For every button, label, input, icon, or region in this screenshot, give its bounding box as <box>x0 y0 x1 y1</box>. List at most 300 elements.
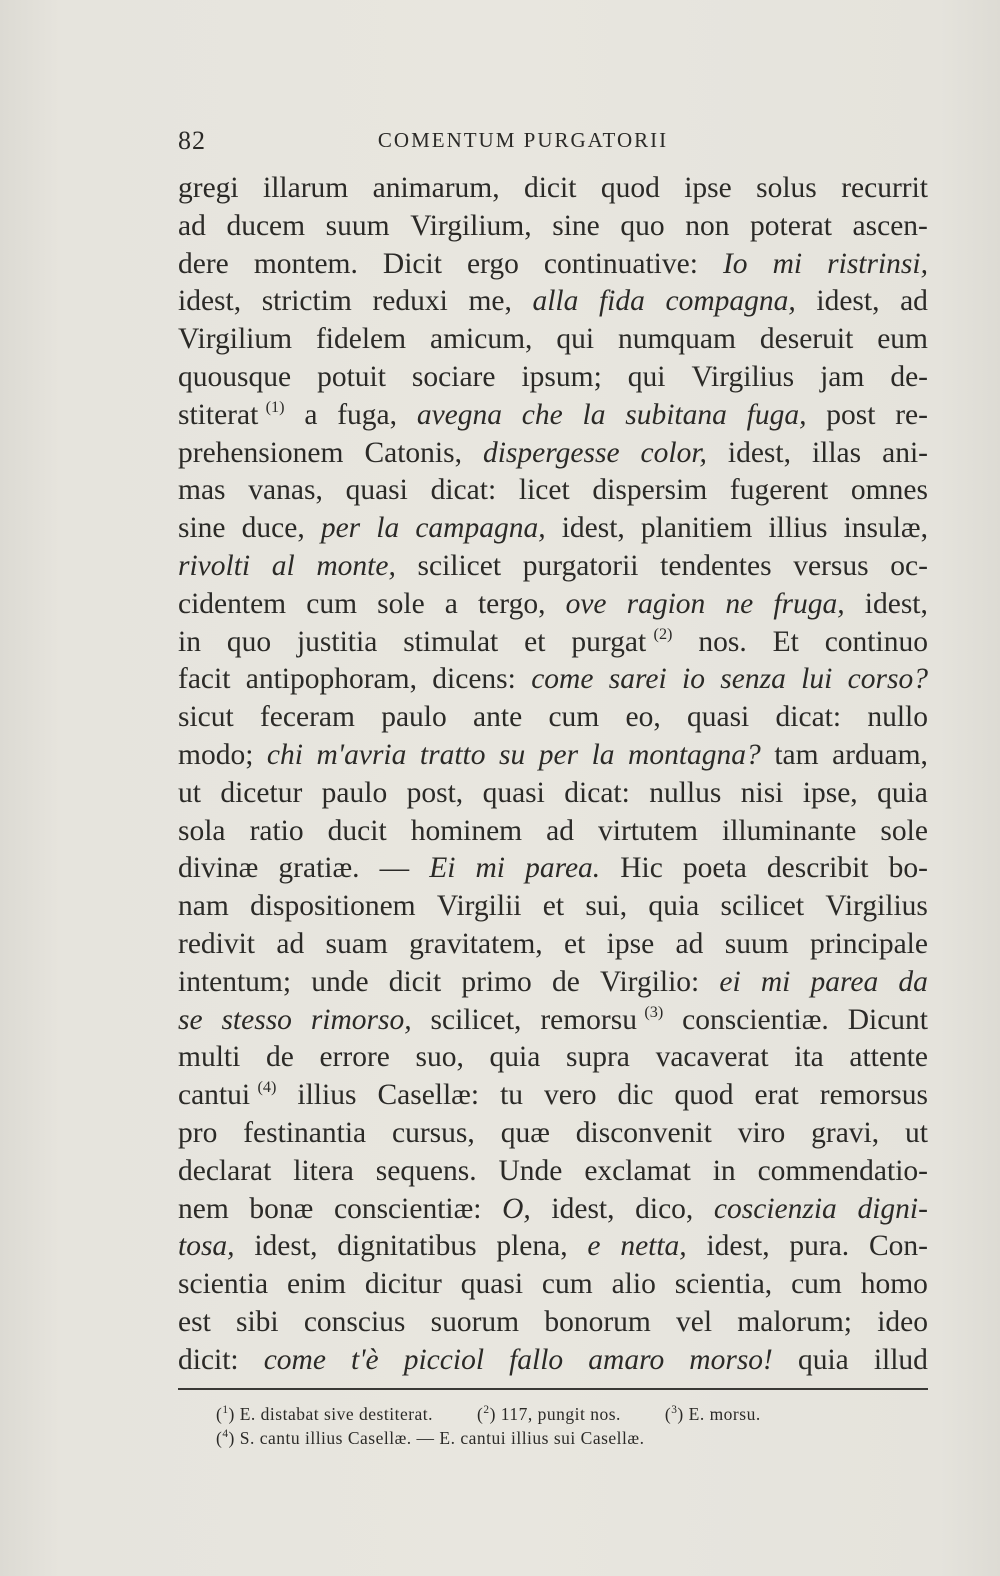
word <box>383 246 442 284</box>
word-text: attente <box>849 1041 928 1074</box>
word-text: conscientiæ: <box>333 1192 482 1225</box>
word <box>812 435 861 473</box>
dante-quote-word <box>417 397 502 435</box>
dante-quote-word <box>483 435 620 473</box>
word-text: quasi <box>686 701 750 734</box>
word <box>562 510 625 548</box>
footnote-mark: 4 <box>222 1428 229 1440</box>
word <box>905 1115 928 1153</box>
word-text: quo <box>226 625 272 658</box>
word <box>403 624 498 662</box>
word-text: primo <box>461 965 532 998</box>
dante-quote-word <box>583 397 606 435</box>
word <box>260 699 355 737</box>
word <box>490 1039 541 1077</box>
footnote-line <box>216 1422 916 1446</box>
word-text: purgat <box>571 625 647 658</box>
text-line <box>178 850 928 888</box>
word-text: sociare <box>411 360 496 393</box>
word <box>648 888 699 926</box>
word-text: lui <box>801 663 833 696</box>
word-text: gregi <box>178 172 239 204</box>
word-text: da <box>898 965 928 998</box>
word-text: dicit: <box>178 1343 239 1376</box>
word <box>773 624 799 662</box>
word-text: scilicet <box>417 549 502 582</box>
dante-quote-word <box>682 661 705 699</box>
text-line <box>178 964 928 1002</box>
word <box>767 850 869 888</box>
text-line <box>178 1002 928 1040</box>
text-line <box>178 397 928 435</box>
word-text: scilicet, <box>430 1003 522 1036</box>
word <box>478 586 545 624</box>
word-text: post <box>826 398 876 431</box>
dante-quote-word <box>351 1342 379 1380</box>
word <box>544 246 698 284</box>
word-text: nisi <box>740 776 784 809</box>
word <box>758 1153 928 1191</box>
dante-quote-word <box>420 737 486 775</box>
dante-quote-word <box>264 1342 326 1380</box>
word <box>675 1266 772 1304</box>
word-text: al <box>271 549 295 582</box>
text-line <box>178 321 928 359</box>
running-title: COMENTUM PURGATORII <box>377 128 669 152</box>
word-text: e <box>587 1230 601 1263</box>
word <box>276 926 304 964</box>
text-line <box>178 1228 928 1266</box>
word-text: compagna, <box>665 285 796 318</box>
word <box>803 775 858 813</box>
word <box>178 661 230 699</box>
word <box>407 775 464 813</box>
dante-quote-word <box>267 737 303 775</box>
word <box>794 1039 824 1077</box>
word-text: mas <box>178 474 226 507</box>
word <box>500 1077 523 1115</box>
word <box>544 1077 596 1115</box>
text-line <box>178 208 928 246</box>
word <box>316 321 406 359</box>
word-text: ipse <box>684 172 732 204</box>
word-text: virtutem <box>598 814 698 847</box>
word <box>226 208 305 246</box>
word <box>721 888 805 926</box>
word-text: cursus, <box>392 1116 475 1149</box>
word-text: chi <box>266 738 303 771</box>
word <box>178 775 201 813</box>
text-line <box>178 699 928 737</box>
text-line <box>178 1266 928 1304</box>
word <box>882 435 928 473</box>
word <box>319 1039 389 1077</box>
word <box>564 926 585 964</box>
word-text: ut <box>178 776 201 809</box>
word-text: Virgilii <box>436 890 522 923</box>
word-text: Casellæ: <box>377 1079 480 1112</box>
word <box>880 813 928 851</box>
word-text: fallo <box>509 1343 564 1376</box>
word <box>687 699 749 737</box>
dante-quote-word <box>531 661 593 699</box>
word-text: dicit <box>523 172 577 204</box>
dante-quote-word <box>522 397 563 435</box>
word-text: disconvenit <box>575 1116 712 1149</box>
word <box>841 170 928 208</box>
word-text: de <box>551 965 580 998</box>
word-text: campagna, <box>415 512 546 545</box>
word-text: idest, <box>254 1230 318 1263</box>
word-text: montem. <box>253 247 358 280</box>
word <box>311 964 368 1002</box>
word <box>317 359 386 397</box>
word <box>254 1228 317 1266</box>
word-text: Io <box>722 247 748 280</box>
dante-quote-word <box>316 737 406 775</box>
word <box>337 1228 476 1266</box>
word <box>431 1002 522 1040</box>
word-text: declarat <box>178 1154 272 1187</box>
word-text: nos. <box>698 625 747 658</box>
footnote-item: ($^2$) 117, pungit nos. <box>477 1403 621 1424</box>
footnote-text: E. distabat sive destiterat. <box>239 1403 434 1424</box>
dante-quote-word <box>499 737 525 775</box>
word-text: mi <box>760 965 791 998</box>
word <box>676 1304 712 1342</box>
word-text: coscienzia <box>713 1192 837 1225</box>
word-text: ita <box>794 1041 824 1074</box>
dante-quote-word <box>620 1228 686 1266</box>
word-text: gravitatem, <box>409 927 543 960</box>
word <box>431 472 497 510</box>
text-line <box>178 1342 928 1380</box>
word <box>372 283 447 321</box>
word-text: ipsum; <box>521 360 602 393</box>
word-text: unde <box>311 965 369 998</box>
page-header <box>178 126 928 158</box>
word <box>713 1153 736 1191</box>
word-text: arduam, <box>832 738 928 771</box>
word <box>178 624 201 662</box>
word <box>178 472 226 510</box>
word <box>774 737 818 775</box>
word-text: Hic <box>620 852 663 885</box>
word <box>741 775 784 813</box>
word-text: scientia, <box>674 1268 773 1301</box>
dante-quote-word <box>625 397 727 435</box>
word-text: principale <box>810 927 928 960</box>
dante-quote-word <box>178 1228 235 1266</box>
word-text: Unde <box>498 1154 563 1187</box>
word <box>326 926 388 964</box>
word-text: Virgilium, <box>410 209 532 242</box>
dante-quote-word <box>761 964 791 1002</box>
word-text: se <box>178 1003 203 1036</box>
word-text: ad <box>276 927 305 960</box>
word-text: cum <box>306 587 358 620</box>
word-text: eum <box>877 323 928 356</box>
word <box>861 1266 928 1304</box>
word-text: festinantia <box>243 1116 367 1149</box>
word <box>844 510 928 548</box>
word-text: post, <box>406 776 464 809</box>
word <box>825 624 928 662</box>
word <box>432 661 516 699</box>
word-text: licet <box>518 474 570 507</box>
word <box>236 1304 279 1342</box>
word-text: corso? <box>847 663 928 696</box>
word-text: poterat <box>750 209 832 242</box>
word-text: gratiæ. <box>278 852 360 885</box>
word <box>178 1115 217 1153</box>
word <box>437 888 522 926</box>
word <box>409 926 543 964</box>
word-text: la <box>376 512 400 545</box>
word-text: hominem <box>410 814 523 847</box>
text-line <box>178 1115 928 1153</box>
word-text: fruga, <box>773 587 845 620</box>
word-text: dispergesse <box>482 436 620 469</box>
text-line <box>178 170 928 208</box>
word-text: facit <box>178 663 231 696</box>
word-text: conscius <box>303 1305 406 1338</box>
word-text: gravi, <box>811 1116 880 1149</box>
word <box>755 1077 799 1115</box>
word <box>178 926 255 964</box>
word-text: Virgilio: <box>599 965 700 998</box>
word-text: dere <box>178 247 229 280</box>
word-text: Dicunt <box>847 1003 928 1036</box>
word-text: t'è <box>351 1343 379 1376</box>
word-text: errore <box>319 1041 390 1074</box>
word-text: avegna <box>416 398 502 431</box>
word-text: quæ <box>500 1116 550 1149</box>
word <box>656 1039 769 1077</box>
word <box>571 624 672 662</box>
word-text: solus <box>756 172 817 204</box>
word <box>635 1191 693 1229</box>
dante-quote-word <box>666 283 796 321</box>
word-text: ut <box>905 1116 928 1149</box>
dante-quote-word <box>773 586 844 624</box>
word-text: dignitatibus <box>337 1230 477 1263</box>
word <box>304 1304 406 1342</box>
word-text: Dicit <box>382 247 442 280</box>
word <box>250 813 304 851</box>
word-text: stiterat <box>178 398 259 431</box>
word <box>874 1342 928 1380</box>
text-line <box>178 586 928 624</box>
word <box>877 321 928 359</box>
dante-quote-word <box>415 510 545 548</box>
word <box>849 1039 928 1077</box>
word-text: intentum; <box>178 965 292 998</box>
word <box>337 397 397 435</box>
word <box>178 850 258 888</box>
word-text: fidelem <box>315 323 407 356</box>
word <box>675 1077 734 1115</box>
word-text: deseruit <box>759 323 854 356</box>
word-text: idest, <box>551 1192 615 1225</box>
word <box>178 1077 276 1115</box>
word <box>706 1228 769 1266</box>
word-text: amicum, <box>430 323 533 356</box>
word-text: est <box>178 1305 211 1338</box>
word-text: dispositionem <box>250 890 416 923</box>
word-text: insulæ, <box>843 512 928 545</box>
word <box>178 1153 271 1191</box>
word-text: conscientiæ. <box>682 1003 829 1036</box>
word <box>178 359 291 397</box>
word <box>546 813 574 851</box>
word-text: ante <box>473 701 523 734</box>
word-text: dispersim <box>592 474 708 507</box>
word-text: fuga, <box>746 398 807 431</box>
word <box>551 1191 614 1229</box>
word-text: che <box>521 398 563 431</box>
word <box>684 170 732 208</box>
word <box>556 321 594 359</box>
word <box>826 397 875 435</box>
word-text: illarum <box>263 172 349 204</box>
word <box>548 699 599 737</box>
word <box>178 1191 229 1229</box>
word-text: suo, <box>415 1041 464 1074</box>
word-text: non <box>685 209 730 242</box>
word-text: ne <box>725 587 754 620</box>
word <box>263 170 348 208</box>
word <box>552 208 600 246</box>
word <box>523 548 639 586</box>
word <box>287 1266 346 1304</box>
word <box>576 1115 712 1153</box>
dante-quote-word <box>857 1191 927 1229</box>
footnote-mark: 2 <box>483 1404 490 1416</box>
word-text: rimorso, <box>310 1003 412 1036</box>
word <box>178 1039 240 1077</box>
word-text: ducem <box>226 209 306 242</box>
word <box>798 1342 849 1380</box>
word-text: scilicet <box>720 890 805 923</box>
word-text: ad <box>900 285 928 318</box>
word-text: me, <box>468 285 512 318</box>
word-text: quia <box>648 890 700 923</box>
word-text: dicat: <box>775 701 842 734</box>
word <box>178 813 226 851</box>
word <box>178 246 229 284</box>
word-text: Virgilius <box>691 360 795 393</box>
word <box>889 850 928 888</box>
word <box>293 1153 354 1191</box>
word-text: remorsus <box>819 1079 928 1112</box>
word <box>756 170 817 208</box>
word-text: pro <box>178 1116 218 1149</box>
word-text: quod <box>600 172 660 204</box>
word-text: montagna? <box>628 738 761 771</box>
footnote-ref: (1) <box>265 397 285 416</box>
dante-quote-word <box>801 661 832 699</box>
word-text: cantui <box>178 1079 251 1112</box>
word-text: sine <box>178 512 226 545</box>
word <box>461 964 531 1002</box>
word-text: sibi <box>235 1305 279 1338</box>
word <box>865 586 928 624</box>
footnote-item: ($^3$) E. morsu. <box>664 1403 761 1424</box>
word <box>499 1153 563 1191</box>
word <box>811 1115 879 1153</box>
word <box>890 548 928 586</box>
word <box>178 397 285 435</box>
word <box>178 510 226 548</box>
word-text: ristrinsi, <box>827 247 928 280</box>
word <box>776 699 842 737</box>
word-text: per <box>538 738 579 771</box>
word-text: idest, <box>864 587 928 620</box>
word <box>725 926 789 964</box>
word-text: sola <box>178 814 226 847</box>
word <box>620 850 663 888</box>
word-text: sine <box>552 209 600 242</box>
word <box>377 586 425 624</box>
word <box>430 321 532 359</box>
word-text: amaro <box>588 1343 665 1376</box>
word-text: tu <box>500 1079 524 1112</box>
word <box>376 1153 477 1191</box>
word-text: alio <box>611 1268 656 1301</box>
word <box>418 548 502 586</box>
word-text: bonæ <box>249 1192 314 1225</box>
word-text: feceram <box>259 701 355 734</box>
word <box>869 1228 928 1266</box>
word-text: numquam <box>617 323 736 356</box>
word-text: sarei <box>608 663 667 696</box>
word <box>585 888 627 926</box>
word <box>544 1304 651 1342</box>
word <box>660 548 771 586</box>
word-text: per <box>320 512 361 545</box>
word-text: versus <box>793 549 869 582</box>
word <box>791 1266 842 1304</box>
word-text: ei <box>719 965 741 998</box>
word <box>278 850 359 888</box>
word-text: recurrit <box>841 172 928 204</box>
word <box>178 435 343 473</box>
text-line <box>178 888 928 926</box>
word <box>242 510 305 548</box>
footnote-item: ($^1$) E. distabat sive destiterat. <box>216 1403 434 1424</box>
commentary-text <box>178 170 928 1380</box>
word-text: tosa, <box>178 1230 235 1263</box>
word <box>445 586 458 624</box>
word <box>877 1304 928 1342</box>
word-text: in <box>178 625 201 658</box>
word <box>483 775 545 813</box>
word-text: su <box>498 738 526 771</box>
word-text: viro <box>737 1116 786 1149</box>
word-text: divinæ <box>178 852 259 885</box>
footnote-text: S. cantu illius Casellæ. — E. cantui illius sui Casellæ. <box>239 1427 645 1448</box>
word-text: alla <box>532 285 579 318</box>
word <box>178 964 291 1002</box>
word-text: quasi <box>345 474 408 507</box>
word-text: bonorum <box>544 1305 651 1338</box>
dante-quote-word <box>627 586 706 624</box>
word <box>519 472 570 510</box>
word <box>496 1228 567 1266</box>
word-text: fida <box>598 285 645 318</box>
word <box>832 737 928 775</box>
